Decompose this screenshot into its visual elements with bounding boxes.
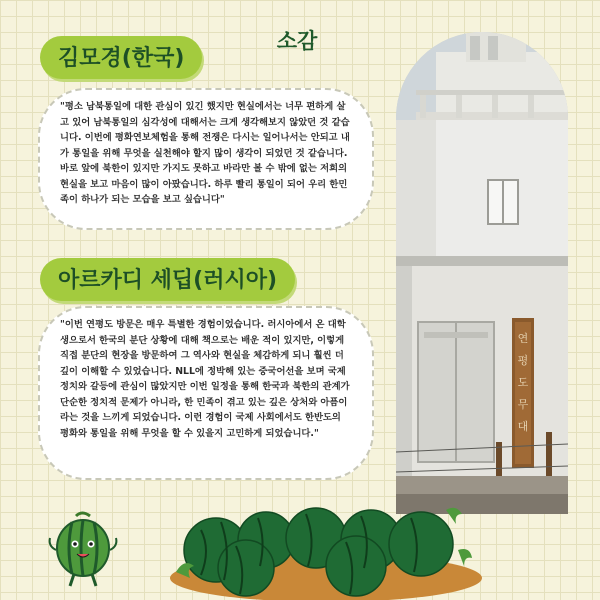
sign-text-3: 도 [517,376,529,389]
testimonial-quote-2: "이번 연평도 방문은 매우 특별한 경험이었습니다. 러시아에서 온 대학생으로서 한국의 분단 상황에 대해 책으로는 배운 적이 있지만, 이렇게 직접 분단의 현장을 방문하여 그 역사와 현실을 체감하게 되니 훨씬 더 깊이 이해할 수 있었습니다. NLL에 정박해 있는 중국어선을 보며 국제 정치와 갈등에 관심이 많았지만 이번 일정을 통해 한국과 북한의 관계가 단순한 정치적 문제가 아니라, 한 민족이 겪고 있는 깊은 상처와 아픔이라는 것을 느끼게 되었습니다. 이런 경험이 국제 사회에서도 한반도의 평화와 통일을 위해 무엇을 할 수 있을지 고민하게 되었습니다." [60,319,350,439]
watermelon-pile-icon [166,500,482,600]
building-photo [396,32,568,514]
building-photo-illustration [396,32,568,514]
testimonial-name-1: 김모경(한국) [40,36,202,79]
sign-text-5: 대 [517,420,529,433]
sign-text-4: 무 [517,398,529,411]
testimonial-quote-1: "평소 남북통일에 대한 관심이 있긴 했지만 현실에서는 너무 편하게 살고 있어 남북통일의 심각성에 대해서는 크게 생각해보지 않았던 것 같습니다. 이번에 평화연보체험을 통해 전쟁은 다시는 일어나서는 안되고 내가 통일을 위해 무엇을 실천해야 할지 많이 생각이 되었던 것 같습니다. 바로 앞에 북한이 있지만 가지도 못하고 바라만 볼 수 밖에 없는 저희의 현실을 보고 마음이 많이 아팠습니다. 하루 빨리 통일이 되어 우리 한민족이 하나가 되는 모습을 보고 싶습니다" [60,101,350,205]
testimonial-quote-box-1 [38,88,374,230]
sign-text-2: 평 [517,354,529,367]
testimonial-quote-box-2 [38,306,374,480]
page-title: 소감 [276,29,318,53]
watermelon-mascot-icon [46,510,120,590]
testimonial-name-2: 아르카디 세딥(러시아) [40,258,295,301]
sign-text-1: 연 [517,332,529,345]
